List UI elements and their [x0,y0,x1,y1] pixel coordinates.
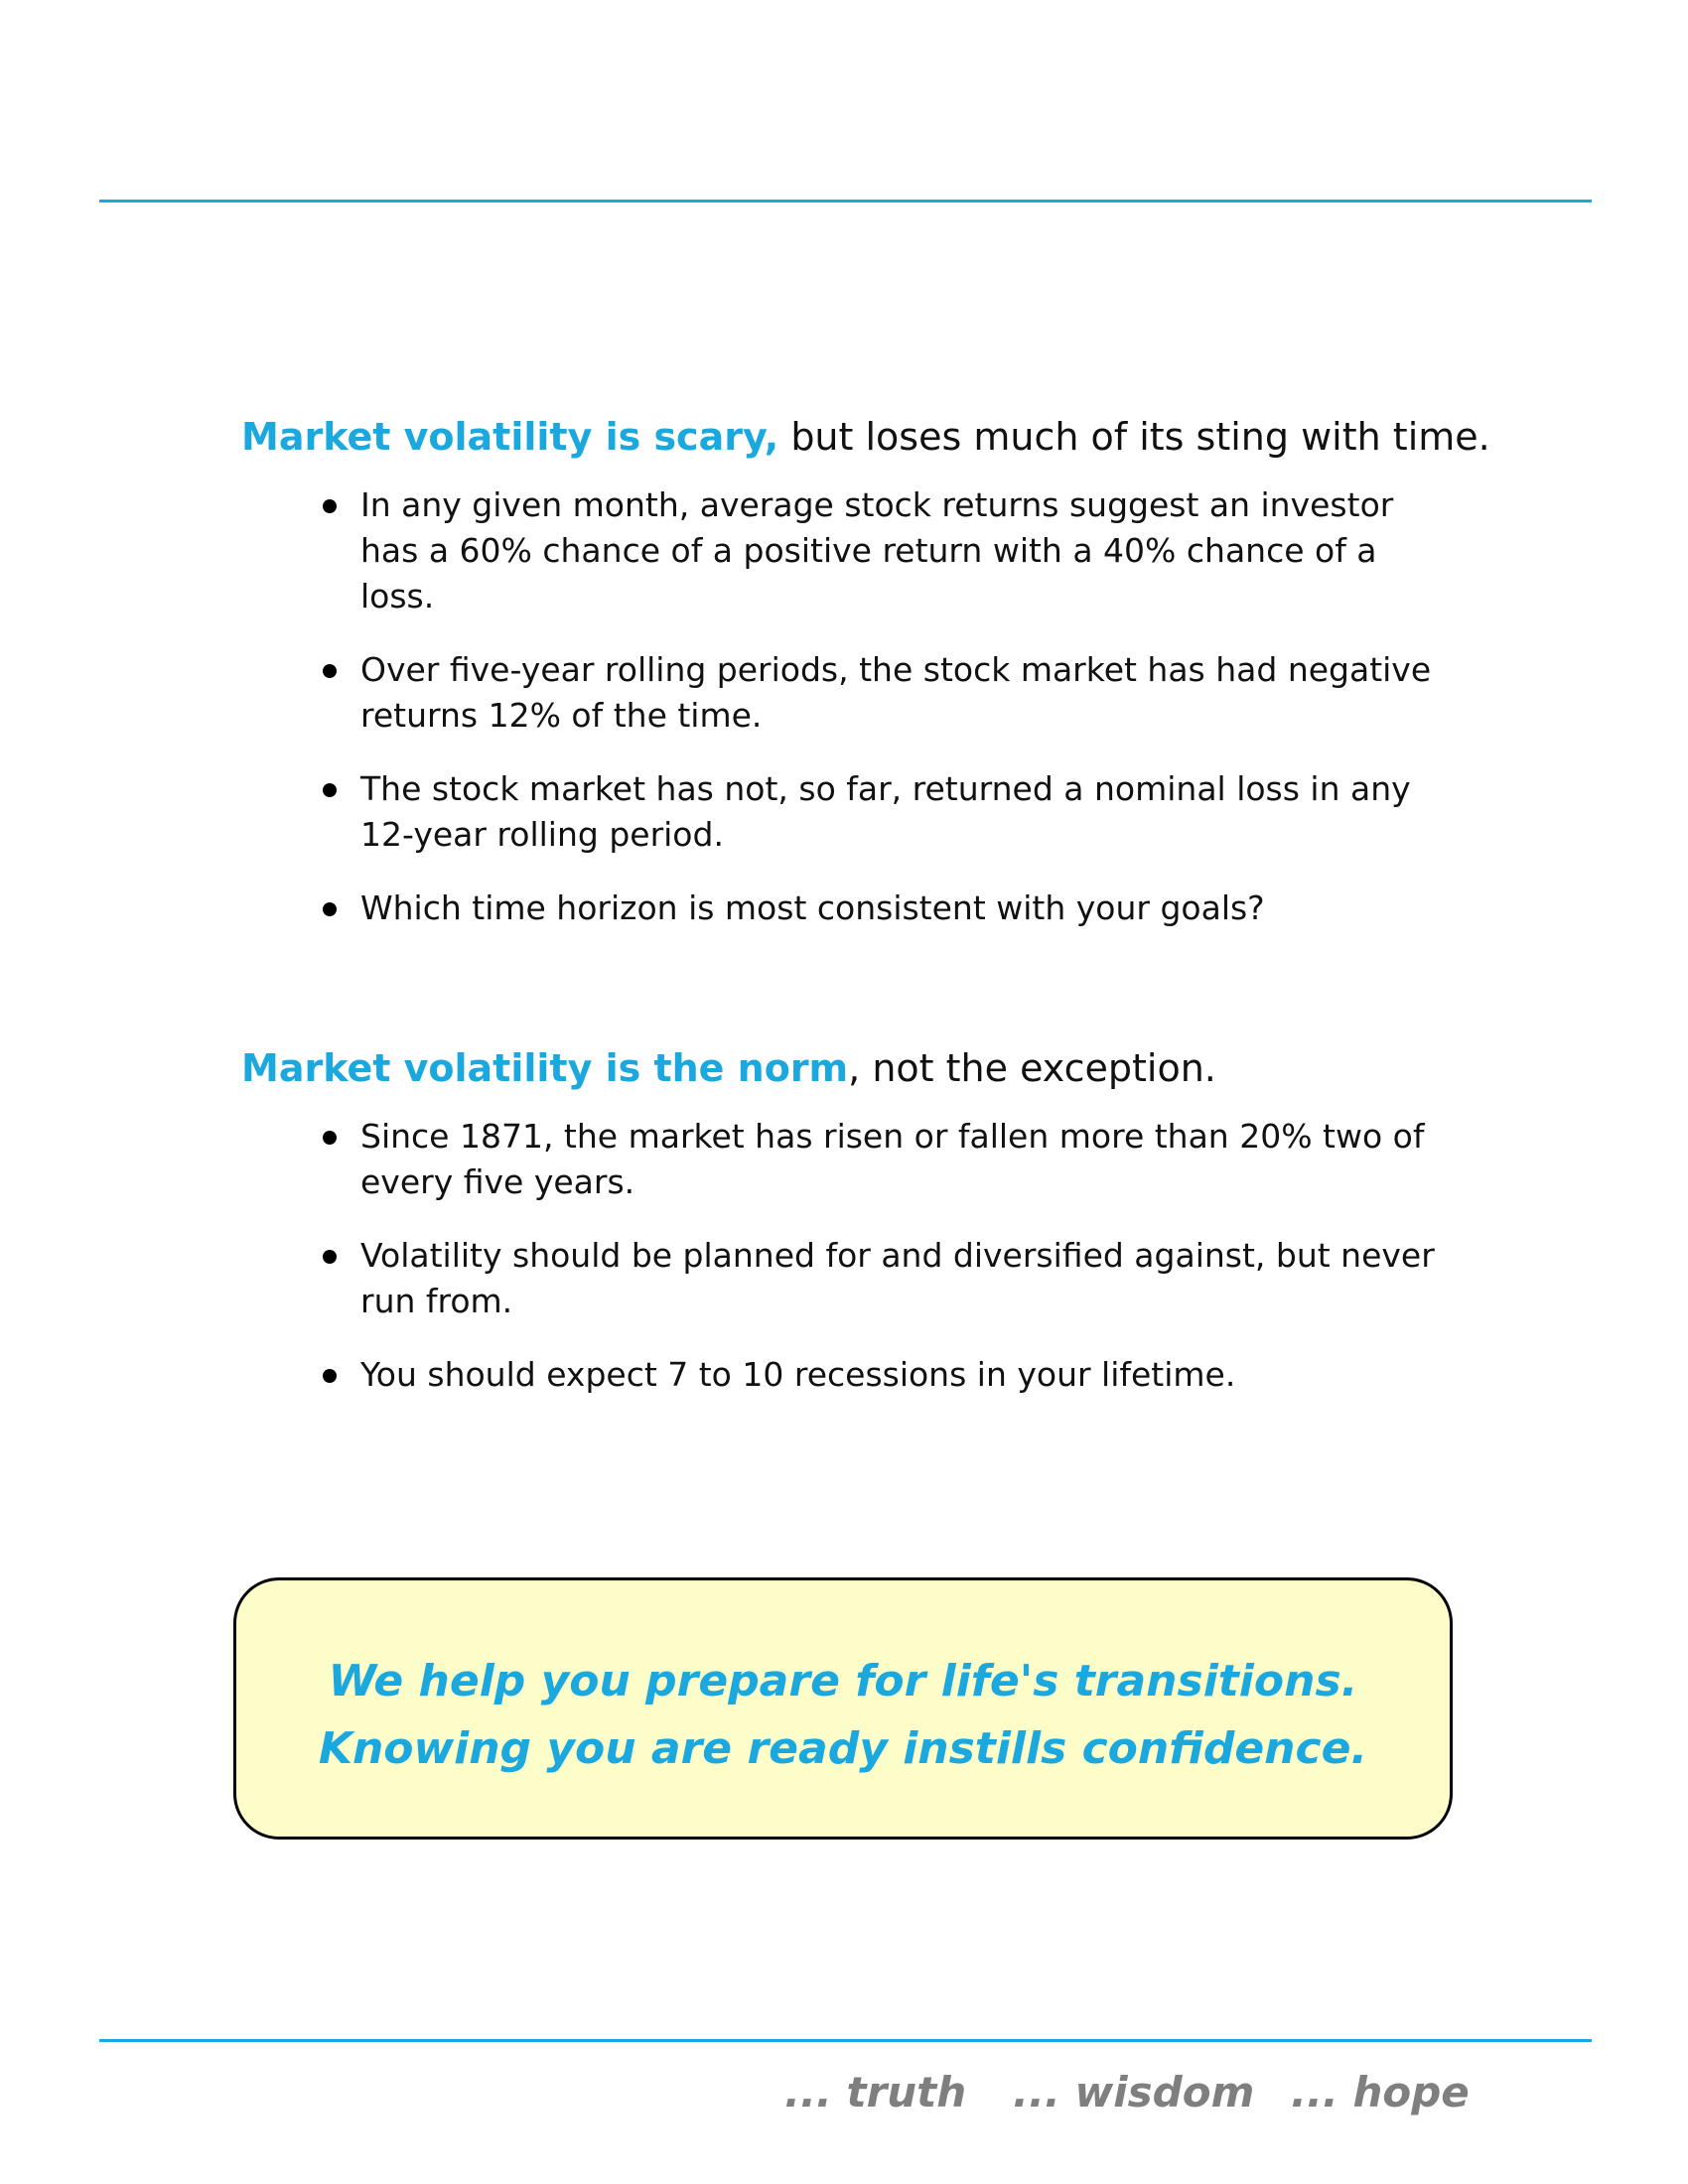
bullet-list [241,482,1532,931]
bullet-list [241,1114,1532,1398]
list-item [360,766,1453,858]
header-rule [99,200,1592,203]
bullet-icon [323,499,337,513]
list-item-text: In any given month, average stock returns suggest an investor has a 60% chance of a positive return with a 40% chance of a loss. [360,485,1394,615]
bullet-icon [323,1250,337,1264]
bullet-icon [323,783,337,797]
list-item [360,482,1453,619]
footer-rule [99,2039,1592,2042]
list-item [360,647,1453,739]
list-item [360,1233,1453,1324]
list-item-text: Which time horizon is most consistent with your goals? [360,888,1265,927]
heading-accent: Market volatility is the norm [241,1046,849,1090]
heading-rest: but loses much of its sting with time. [778,415,1490,459]
bullet-icon [323,1369,337,1383]
callout-line-1: We help you prepare for life's transitions. [328,1656,1358,1706]
callout-box [233,1577,1453,1840]
list-item [360,886,1453,931]
tagline-truth: ... truth [784,2068,967,2116]
bullet-icon [323,1131,337,1145]
section-heading [241,1038,1532,1098]
bullet-icon [323,902,337,916]
section-volatility-scary [241,407,1532,959]
list-item-text: Since 1871, the market has risen or fallen more than 20% two of every five years. [360,1117,1425,1201]
callout-line-2: Knowing you are ready instills confidence. [318,1723,1368,1774]
bullet-icon [323,664,337,678]
list-item-text: You should expect 7 to 10 recessions in your lifetime. [360,1355,1236,1394]
list-item-text: Over five-year rolling periods, the stock market has had negative returns 12% of the time. [360,650,1432,735]
footer-tagline [0,2063,1688,2122]
tagline-hope: ... hope [1291,2068,1470,2116]
list-item [360,1114,1453,1205]
heading-accent: Market volatility is scary, [241,415,779,459]
list-item-text: Volatility should be planned for and diversified against, but never run from. [360,1236,1435,1320]
tagline-wisdom: ... wisdom [1013,2068,1255,2116]
heading-rest: , not the exception. [848,1046,1216,1090]
list-item [360,1352,1453,1398]
section-volatility-norm [241,1038,1532,1426]
section-heading [241,407,1532,467]
list-item-text: The stock market has not, so far, returned a nominal loss in any 12-year rolling period. [360,769,1411,854]
